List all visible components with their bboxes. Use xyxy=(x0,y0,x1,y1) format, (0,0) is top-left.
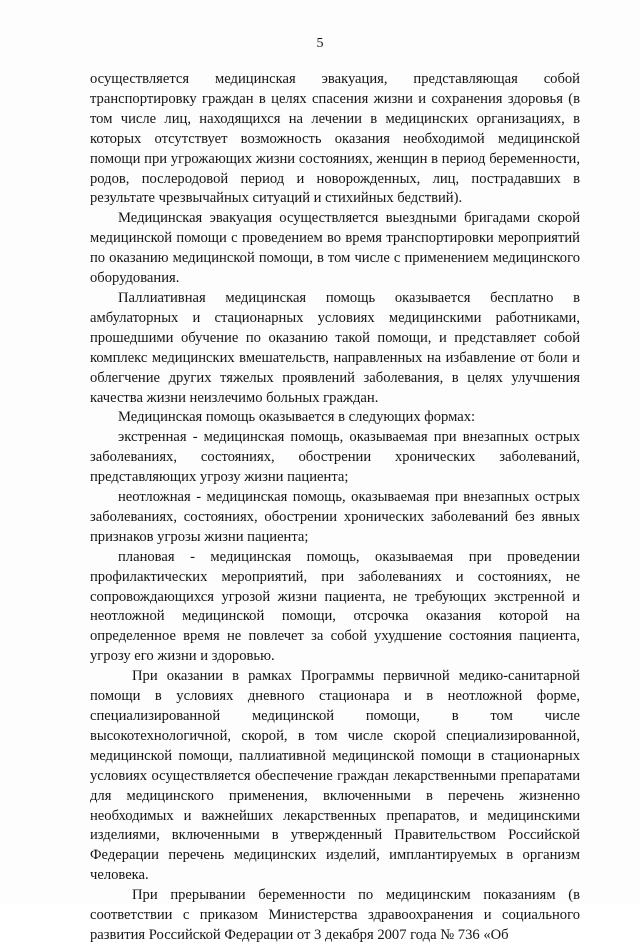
paragraph-care-forms-intro: Медицинская помощь оказывается в следующих формах: xyxy=(118,409,476,426)
paragraph-palliative-care: Паллиативная медицинская помощь оказывается бесплатно в амбулаторных и стационарных условиях медицинскими работниками, прошедшими обучение по оказанию такой помощи, и представляет собой комплекс медицинских вмешательств, направленных на избавление от боли и облегчение других тяжелых проявлений заболевания, в целях улучшения качества жизни неизлечимо больных граждан. xyxy=(90,289,580,406)
page-number: 5 xyxy=(316,36,324,51)
paragraph-medication-provision: При оказании в рамках Программы первичной медико-санитарной помощи в условиях дневного стационара и в неотложной форме, специализированной медицинской помощи, в том числе высокотехнологичной, скорой, в том числе скорой специализированной, медицинской помощи, паллиативной медицинской помощи в стационарных условиях осуществляется обеспечение граждан лекарственными препаратами для медицинского применения, включенными в перечень жизненно необходимых и важнейших лекарственных препаратов, и медицинскими изделиями, включенными в утвержденный Правительством Российской Федерации перечень медицинских изделий, имплантируемых в организм человека. xyxy=(90,668,580,884)
paragraph-evacuation-teams: Медицинская эвакуация осуществляется выездными бригадами скорой медицинской помощи с проведением во время транспортировки мероприятий по оказанию медицинской помощи, в том числе с применением медицинского оборудования. xyxy=(90,210,580,287)
paragraph-pregnancy-termination: При прерывании беременности по медицинским показаниям (в соответствии с приказом Министерства здравоохранения и социального развития Российской Федерации от 3 декабря 2007 года № 736 «Об xyxy=(90,887,580,943)
paragraph-medical-evacuation-definition: осуществляется медицинская эвакуация, представляющая собой транспортировку граждан в целях спасения жизни и сохранения здоровья (в том числе лиц, находящихся на лечении в медицинских организациях, в которых отсутствует возможность оказания необходимой медицинской помощи при угрожающих жизни состояниях, женщин в период беременности, родов, послеродовой период и новорожденных, лиц, пострадавших в результате чрезвычайных ситуаций и стихийных бедствий). xyxy=(90,71,580,207)
paragraph-urgent-form: неотложная - медицинская помощь, оказываемая при внезапных острых заболеваниях, состояниях, обострении хронических заболеваний без явных признаков угрозы жизни пациента; xyxy=(90,489,580,545)
document-body xyxy=(90,70,580,946)
paragraph-emergency-form: экстренная - медицинская помощь, оказываемая при внезапных острых заболеваниях, состояниях, обострении хронических заболеваний, представляющих угрозу жизни пациента; xyxy=(90,429,580,486)
paragraph-planned-form: плановая - медицинская помощь, оказываемая при проведении профилактических мероприятий, при заболеваниях и состояниях, не сопровождающихся угрозой жизни пациента, не требующих экстренной и неотложной медицинской помощи, отсрочка оказания которой на определенное время не повлечет за собой ухудшение состояния пациента, угрозу его жизни и здоровью. xyxy=(90,548,580,665)
